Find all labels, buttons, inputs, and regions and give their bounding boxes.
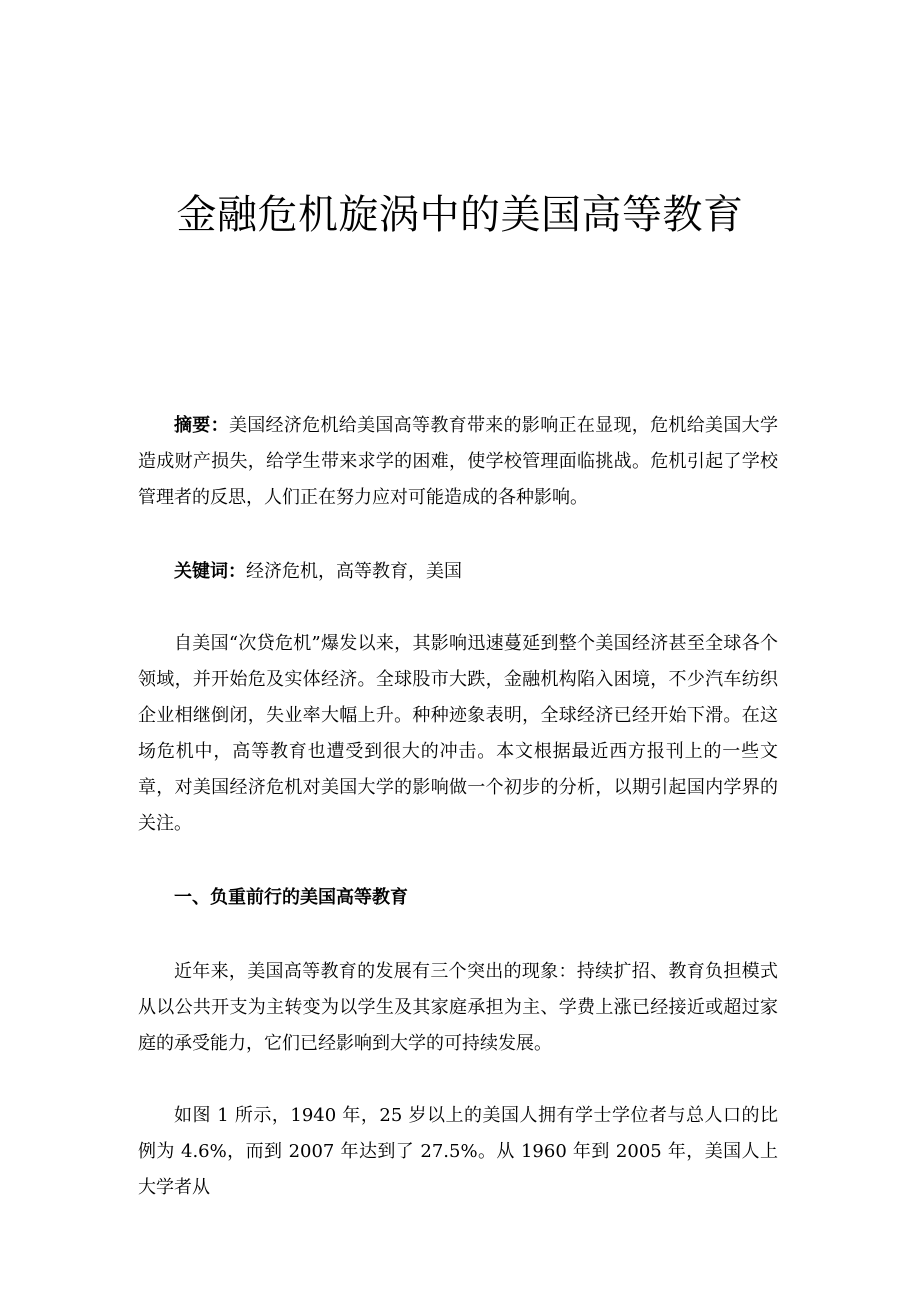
- body-paragraph-3: 如图 1 所示，1940 年，25 岁以上的美国人拥有学士学位者与总人口的比例为 4.6%，而到 2007 年达到了 27.5%。从 1960 年到 2005 年，美国人上大学者从: [138, 1105, 778, 1198]
- abstract-text: 美国经济危机给美国高等教育带来的影响正在显现，危机给美国大学造成财产损失，给学生带来求学的困难，使学校管理面临挑战。危机引起了学校管理者的反思，人们正在努力应对可能造成的各种影响。: [138, 415, 778, 508]
- body-paragraph-1: 自美国“次贷危机”爆发以来，其影响迅速蔓延到整个美国经济甚至全球各个领域，并开始危及实体经济。全球股市大跌，金融机构陷入困境，不少汽车纺织企业相继倒闭，失业率大幅上升。种种迹象表明，全球经济已经开始下滑。在这场危机中，高等教育也遭受到很大的冲击。本文根据最近西方报刊上的一些文章，对美国经济危机对美国大学的影响做一个初步的分析，以期引起国内学界的关注。: [138, 633, 778, 834]
- abstract-paragraph: [138, 408, 778, 516]
- document-title: 金融危机旋涡中的美国高等教育: [176, 192, 744, 238]
- body-paragraph-2: 近年来，美国高等教育的发展有三个突出的现象：持续扩招、教育负担模式从以公共开支为主转变为以学生及其家庭承担为主、学费上涨已经接近或超过家庭的承受能力，它们已经影响到大学的可持续发展。: [138, 961, 778, 1054]
- abstract-label: 摘要：: [174, 415, 229, 436]
- section-heading-1: 一、负重前行的美国高等教育: [174, 887, 408, 908]
- keywords-paragraph: [138, 554, 778, 590]
- keywords-label: 关键词：: [174, 561, 246, 582]
- keywords-text: 经济危机，高等教育，美国: [246, 561, 462, 582]
